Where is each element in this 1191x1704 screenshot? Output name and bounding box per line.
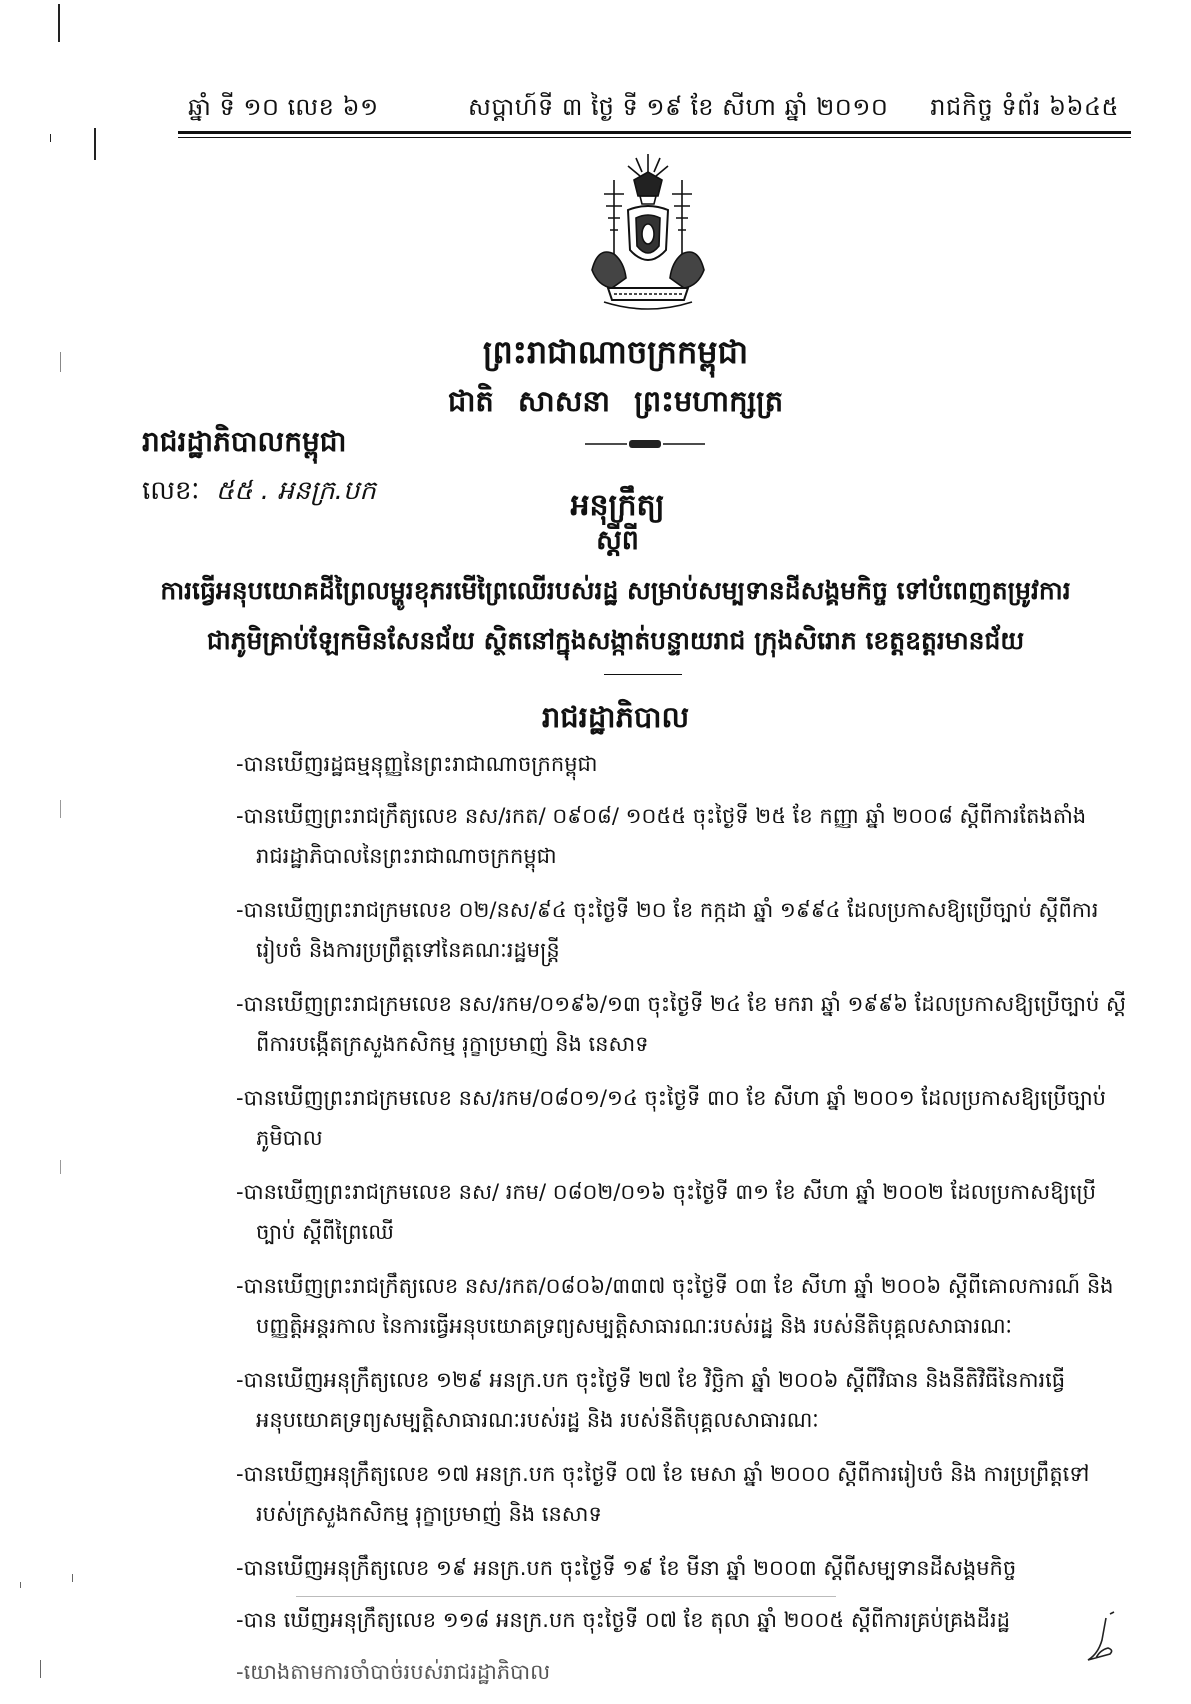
gazette-issue: ឆ្នាំ ទី ១០ លេខ ៦១ xyxy=(188,93,379,121)
visa-line: -បានឃើញអនុក្រឹត្យលេខ ១៩ អនក្រ.បក ចុះថ្ងៃទី ១៩ ខែ មីនា ឆ្នាំ ២០០៣ ស្តីពីសម្បទានដីសង្គមកិច្ច xyxy=(236,1556,1017,1580)
kingdom-name: ព្រះរាជាណាចក្រកម្ពុជា xyxy=(482,333,749,371)
visa-item xyxy=(236,1078,1136,1158)
scan-mark xyxy=(296,1596,836,1597)
header-rule-thin xyxy=(178,137,1131,138)
scan-mark xyxy=(94,128,96,160)
gazette-date: សប្ដាហ៍ទី ៣ ថ្ងៃ ទី ១៩ ខែ សីហា ឆ្នាំ ២០១០ xyxy=(468,93,889,121)
visa-line: -បាន ឃើញអនុក្រឹត្យលេខ ១១៨ អនក្រ.បក ចុះថ្ងៃទី ០៧ ខែ តុលា ឆ្នាំ ២០០៥ ស្តីពីការគ្រប់គ្រងដីរដ្ឋ xyxy=(236,1608,1010,1632)
scan-mark xyxy=(20,1582,21,1588)
visa-item xyxy=(236,1360,1136,1440)
visa-continuation: ភូមិបាល xyxy=(256,1126,323,1150)
document-number-label: លេខៈ xyxy=(142,476,200,506)
header-rule xyxy=(178,131,1131,134)
visa-item xyxy=(236,1652,1136,1692)
visa-continuation: របស់ក្រសួងកសិកម្ម រុក្ខាប្រមាញ់ និង នេសាទ xyxy=(256,1502,602,1526)
visa-item xyxy=(236,744,1136,784)
visa-item xyxy=(236,1266,1136,1346)
visa-line: -បានឃើញអនុក្រឹត្យលេខ ១២៩ អនក្រ.បក ចុះថ្ងៃទី ២៧ ខែ វិច្ឆិកា ឆ្នាំ ២០០៦ ស្តីពីវិធាន និងនីតិវិធីនៃការធ្វើ xyxy=(236,1368,1066,1392)
visa-continuation: បញ្ញត្តិអន្តរកាល នៃការធ្វើអនុបយោគទ្រព្យសម្បត្តិសាធារណៈរបស់រដ្ឋ និង របស់នីតិបុគ្គលសាធារណៈ xyxy=(256,1314,1013,1338)
document-title-line-1: ការធ្វើអនុបយោគដីព្រៃលម្ហូរខុភរមើព្រៃឈើរបស់រដ្ឋ សម្រាប់សម្បទានដីសង្គមកិច្ច ទៅបំពេញតម្រូវការ xyxy=(160,576,1071,605)
document-title-line-2: ជាភូមិគ្រាប់ឡែកមិនសែនជ័យ ស្ថិតនៅក្នុងសង្កាត់បន្ទាយរាជ ក្រុងសិរោភ ខេត្តឧត្តរមានជ័យ xyxy=(206,626,1025,655)
issuing-authority: រាជរដ្ឋាភិបាល xyxy=(541,700,690,734)
visa-item xyxy=(236,1548,1136,1588)
gazette-page-number: រាជកិច្ច ទំព័រ ៦៦៤៥ xyxy=(930,93,1119,121)
visa-line: -បានឃើញព្រះរាជក្រឹត្យលេខ នស/រកត/ ០៩០៨/ ១០៥៥ ចុះថ្ងៃទី ២៥ ខែ កញ្ញា ឆ្នាំ ២០០៨ ស្តីពីការតែងតាំង xyxy=(236,804,1087,828)
ornament-divider-icon xyxy=(585,438,705,450)
visa-item xyxy=(236,1600,1136,1640)
visa-line: -បានឃើញអនុក្រឹត្យលេខ ១៧ អនក្រ.បក ចុះថ្ងៃទី ០៧ ខែ មេសា ឆ្នាំ ២០០០ ស្តីពីការរៀបចំ និង ការប្រព្រឹត្តទៅ xyxy=(236,1462,1090,1486)
visa-item xyxy=(236,1454,1136,1534)
visa-continuation: រៀបចំ និងការប្រព្រឹត្តទៅនៃគណៈរដ្ឋមន្ត្រី xyxy=(256,938,560,962)
visa-line: -បានឃើញព្រះរាជក្រមលេខ នស/រកម/០១៩៦/១៣ ចុះថ្ងៃទី ២៤ ខែ មករា ឆ្នាំ ១៩៩៦ ដែលប្រកាសឱ្យប្រើច្បាប់ ស្តី xyxy=(236,992,1127,1016)
visa-line: -បានឃើញព្រះរាជក្រមលេខ ០២/នស/៩៤ ចុះថ្ងៃទី ២០ ខែ កក្កដា ឆ្នាំ ១៩៩៤ ដែលប្រកាសឱ្យប្រើច្បាប់ ស្តីពីការ xyxy=(236,898,1099,922)
royal-emblem-icon xyxy=(584,150,712,318)
visa-item xyxy=(236,890,1136,970)
visa-line: -បានឃើញព្រះរាជក្រមលេខ នស/ រកម/ ០៨០២/០១៦ ចុះថ្ងៃទី ៣១ ខែ សីហា ឆ្នាំ ២០០២ ដែលប្រកាសឱ្យប្រើ xyxy=(236,1180,1096,1204)
visa-line: -បានឃើញរដ្ឋធម្មនុញ្ញនៃព្រះរាជាណាចក្រកម្ពុជា xyxy=(236,752,598,776)
visa-continuation: រាជរដ្ឋាភិបាលនៃព្រះរាជាណាចក្រកម្ពុជា xyxy=(256,844,557,868)
visa-continuation: ពីការបង្កើតក្រសួងកសិកម្ម រុក្ខាប្រមាញ់ និង នេសាទ xyxy=(256,1032,649,1056)
visa-continuation: ច្បាប់ ស្តីពីព្រៃឈើ xyxy=(256,1220,394,1244)
document-number-value: ៥៥ . អនក្រ.បក xyxy=(215,476,376,506)
document-subject-label: ស្តីពី xyxy=(596,525,639,556)
title-rule xyxy=(604,674,682,675)
scan-mark xyxy=(72,1574,73,1582)
scan-mark xyxy=(40,1660,41,1678)
visa-item xyxy=(236,1172,1136,1252)
scan-mark xyxy=(58,4,60,42)
national-motto: ជាតិ សាសនា ព្រះមហាក្សត្រ xyxy=(447,384,784,418)
scan-mark xyxy=(60,800,61,818)
visa-continuation: អនុបយោគទ្រព្យសម្បត្តិសាធារណៈរបស់រដ្ឋ និង របស់នីតិបុគ្គលសាធារណៈ xyxy=(256,1408,819,1432)
visa-line: -បានឃើញព្រះរាជក្រឹត្យលេខ នស/រកត/០៨០៦/៣៣៧ ចុះថ្ងៃទី ០៣ ខែ សីហា ឆ្នាំ ២០០៦ ស្តីពីគោលការណ៍ និង xyxy=(236,1274,1114,1298)
document-type: អនុក្រឹត្យ xyxy=(570,488,665,523)
scan-mark xyxy=(50,134,51,142)
visa-item xyxy=(236,984,1136,1064)
visa-line: -យោងតាមការចាំបាច់របស់រាជរដ្ឋាភិបាល xyxy=(236,1660,551,1684)
visa-line: -បានឃើញព្រះរាជក្រមលេខ នស/រកម/០៨០១/១៤ ចុះថ្ងៃទី ៣០ ខែ សីហា ឆ្នាំ ២០០១ ដែលប្រកាសឱ្យប្រើច្បាប់ xyxy=(236,1086,1107,1110)
visa-list xyxy=(236,744,1136,1704)
issuer-name: រាជរដ្ឋាភិបាលកម្ពុជា xyxy=(142,425,347,458)
initials-signature-icon xyxy=(1080,1610,1120,1666)
scan-mark xyxy=(60,1160,61,1174)
visa-item xyxy=(236,796,1136,876)
scan-mark xyxy=(60,352,61,372)
